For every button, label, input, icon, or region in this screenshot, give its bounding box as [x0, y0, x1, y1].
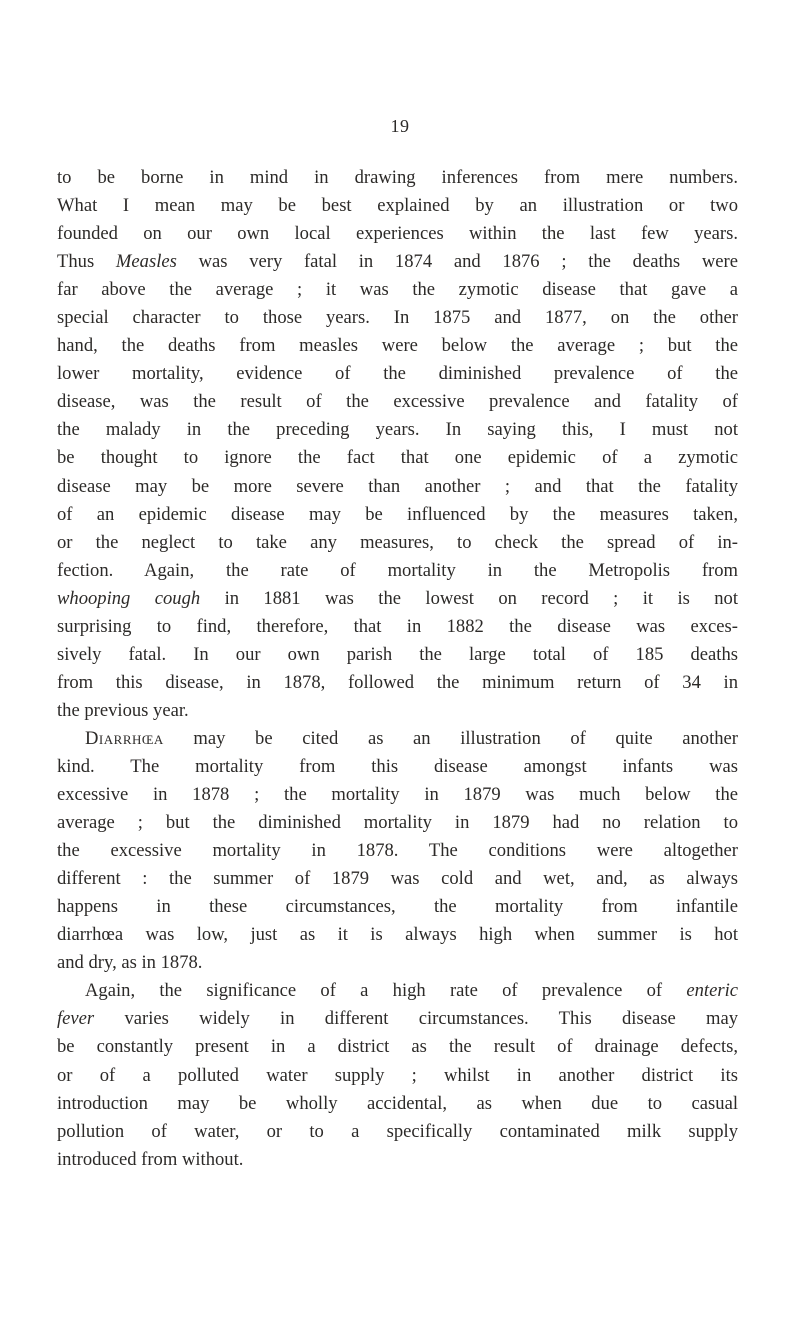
body-text: [57, 164, 738, 1174]
text-line: fection. Again, the rate of mortality in the Metropolis from: [57, 559, 738, 581]
text-line: diarrhœa was low, just as it is always high when summer is hot: [57, 924, 738, 946]
text-line: lower mortality, evidence of the diminished prevalence of the: [57, 363, 738, 385]
text-line: introduction may be wholly accidental, as when due to casual: [57, 1092, 738, 1114]
text-line: the malady in the preceding years. In saying this, I must not: [57, 419, 738, 441]
paragraph-enteric-fever: [57, 977, 738, 1173]
text-line: from this disease, in 1878, followed the minimum return of 34 in: [57, 671, 738, 693]
text-line: far above the average ; it was the zymotic disease that gave a: [57, 279, 738, 301]
text-line: whooping cough in 1881 was the lowest on record ; it is not: [57, 587, 738, 609]
text-line: special character to those years. In 1875 and 1877, on the other: [57, 307, 738, 329]
text-line: pollution of water, or to a specifically contaminated milk supply: [57, 1120, 738, 1142]
text-line: fever varies widely in different circumstances. This disease may: [57, 1008, 738, 1030]
text-line: founded on our own local experiences within the last few years.: [57, 223, 738, 245]
text-line: the excessive mortality in 1878. The conditions were altogether: [57, 840, 738, 862]
text-line: be constantly present in a district as the result of drainage defects,: [57, 1036, 738, 1058]
paragraph-measles-whooping-cough: [57, 164, 738, 725]
text-line: excessive in 1878 ; the mortality in 1879 was much below the: [57, 784, 738, 806]
text-line: disease, was the result of the excessive prevalence and fatality of: [57, 391, 738, 413]
text-line: hand, the deaths from measles were below the average ; but the: [57, 335, 738, 357]
text-line: Diarrhœa may be cited as an illustration of quite another: [85, 727, 738, 749]
page-number: 19: [390, 116, 410, 136]
text-line: introduced from without.: [57, 1148, 244, 1170]
text-line: What I mean may be best explained by an illustration or two: [57, 195, 738, 217]
text-line: sively fatal. In our own parish the large total of 185 deaths: [57, 643, 738, 665]
text-line: surprising to find, therefore, that in 1882 the disease was exces-: [57, 615, 738, 637]
text-line: average ; but the diminished mortality in 1879 had no relation to: [57, 812, 738, 834]
text-line: kind. The mortality from this disease amongst infants was: [57, 755, 738, 777]
text-line: different : the summer of 1879 was cold and wet, and, as always: [57, 868, 738, 890]
text-line: Again, the significance of a high rate of prevalence of enteric: [85, 980, 738, 1002]
paragraph-diarrhoea: [57, 725, 738, 977]
text-line: the previous year.: [57, 699, 189, 721]
text-line: or the neglect to take any measures, to check the spread of in-: [57, 531, 738, 553]
text-line: disease may be more severe than another ; and that the fatality: [57, 475, 738, 497]
text-line: Thus Measles was very fatal in 1874 and 1876 ; the deaths were: [57, 251, 738, 273]
text-line: of an epidemic disease may be influenced by the measures taken,: [57, 503, 738, 525]
text-line: happens in these circumstances, the mortality from infantile: [57, 896, 738, 918]
text-line: or of a polluted water supply ; whilst in another district its: [57, 1064, 738, 1086]
text-line: be thought to ignore the fact that one epidemic of a zymotic: [57, 447, 738, 469]
text-line: and dry, as in 1878.: [57, 952, 203, 974]
text-line: to be borne in mind in drawing inferences from mere numbers.: [57, 167, 738, 188]
